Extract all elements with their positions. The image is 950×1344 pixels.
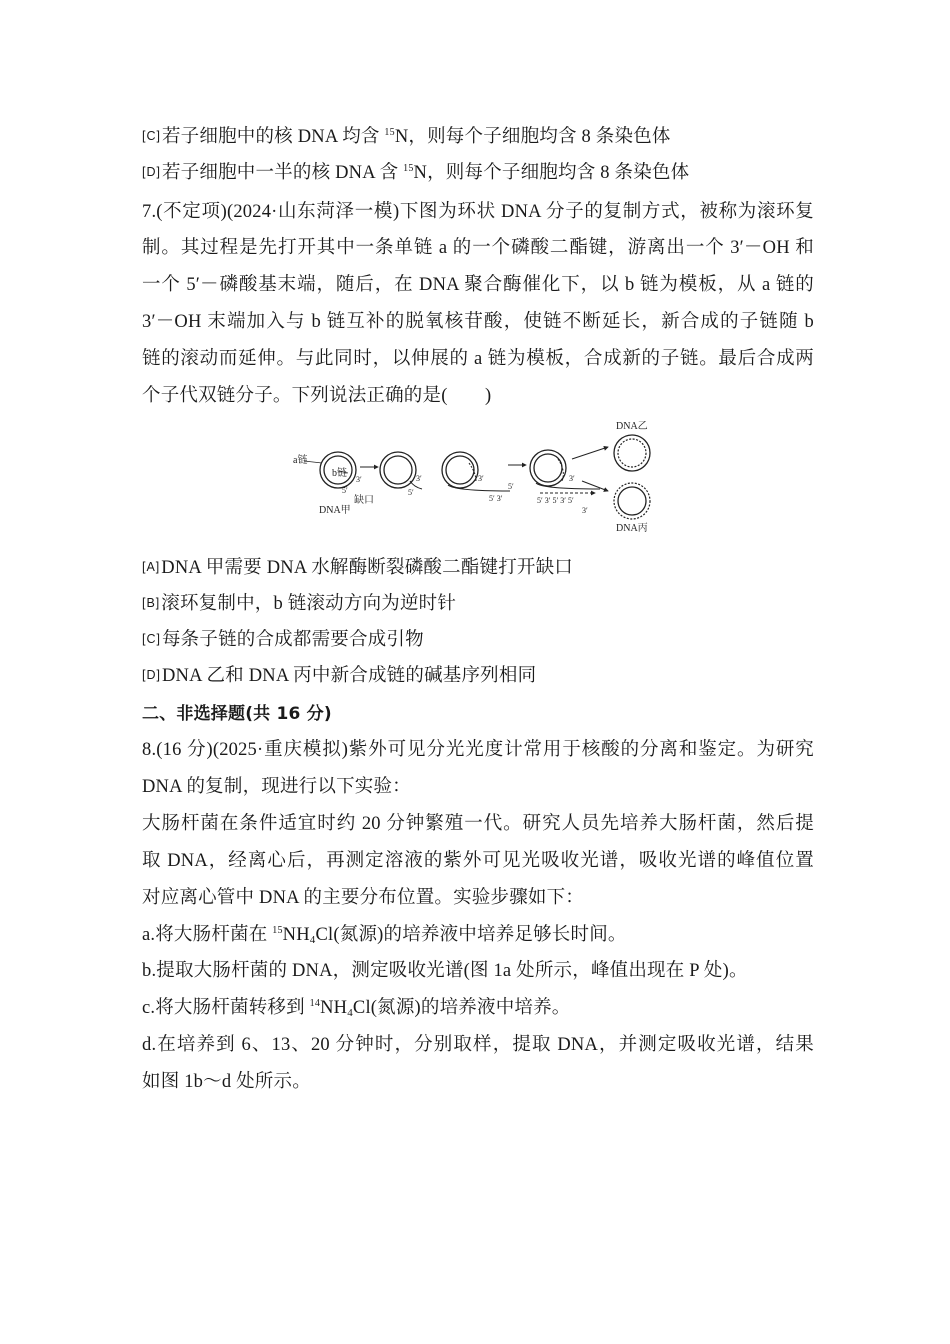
svg-text:5′: 5′ bbox=[508, 482, 514, 491]
dna-bing-circle bbox=[614, 483, 650, 519]
q6-option-d: [D]若子细胞中一半的核 DNA 含 $^{15}$N，则每个子细胞均含 8 条染色体 bbox=[142, 163, 690, 183]
arrow-to-dna-bing bbox=[582, 481, 608, 491]
q7-stem-line-3: 一个 5′－磷酸基末端，随后，在 DNA 聚合酶催化下，以 b 链为模板，从 a 链的 bbox=[142, 275, 814, 295]
q7-stem-line-5: 链的滚动而延伸。与此同时，以伸展的 a 链为模板，合成新的子链。最后合成两 bbox=[142, 349, 814, 369]
q8-para-line-1: 大肠杆菌在条件适宜时约 20 分钟繁殖一代。研究人员先培养大肠杆菌，然后提 bbox=[142, 814, 814, 834]
option-tag: [D] bbox=[142, 165, 161, 179]
dna-bing-label: DNA丙 bbox=[616, 523, 648, 534]
a-chain-label: a链 bbox=[293, 455, 308, 466]
svg-text:3′: 3′ bbox=[569, 474, 575, 483]
option-tag: [C] bbox=[142, 129, 161, 143]
svg-text:5′ 3′: 5′ 3′ bbox=[489, 494, 503, 503]
section-2-heading: 二、非选择题(共 16 分) bbox=[142, 704, 332, 724]
q8-step-c: c.将大肠杆菌转移到 $^{14}NH_4Cl$(氮源)的培养液中培养。 bbox=[142, 998, 571, 1019]
stage-4-circle bbox=[530, 450, 600, 493]
q8-step-a: a.将大肠杆菌在 $^{15}NH_4Cl$(氮源)的培养液中培养足够长时间。 bbox=[142, 925, 627, 946]
q7-stem-line-2: 制。其过程是先打开其中一条单链 a 的一个磷酸二酯键，游离出一个 3′－OH 和 bbox=[142, 238, 814, 258]
q8-step-b: b.提取大肠杆菌的 DNA，测定吸收光谱(图 1a 处所示，峰值出现在 P 处)。 bbox=[142, 961, 748, 981]
q7-stem-line-1: 7.(不定项)(2024·山东菏泽一模)下图为环状 DNA 分子的复制方式，被称为滚环复 bbox=[142, 202, 814, 222]
svg-text:3′: 3′ bbox=[356, 475, 362, 484]
q8-intro-line-2: DNA 的复制，现进行以下实验： bbox=[142, 777, 411, 797]
dna-yi-circle bbox=[614, 435, 650, 471]
dna-jia-label: DNA甲 bbox=[319, 505, 351, 516]
option-tag: [A] bbox=[142, 560, 161, 574]
dna-jia-circle bbox=[304, 452, 356, 488]
stage-3-circle bbox=[442, 452, 510, 491]
svg-text:3′: 3′ bbox=[478, 474, 484, 483]
q8-para-line-2: 取 DNA，经离心后，再测定溶液的紫外可见光吸收光谱，吸收光谱的峰值位置 bbox=[142, 851, 814, 871]
q7-option-b: [B]滚环复制中，b 链滚动方向为逆时针 bbox=[142, 594, 457, 614]
q7-stem-line-6: 个子代双链分子。下列说法正确的是( ) bbox=[142, 386, 492, 406]
q8-step-d-line-1: d.在培养到 6、13、20 分钟时，分别取样，提取 DNA，并测定吸收光谱，结果 bbox=[142, 1035, 814, 1055]
q8-intro-line-1: 8.(16 分)(2025·重庆模拟)紫外可见分光光度计常用于核酸的分离和鉴定。为研究 bbox=[142, 740, 814, 760]
svg-text:3′: 3′ bbox=[416, 474, 422, 483]
stage-2-circle bbox=[380, 452, 422, 489]
q7-stem-line-4: 3′－OH 末端加入与 b 链互补的脱氧核苷酸，使链不断延长，新合成的子链随 b bbox=[142, 312, 814, 332]
svg-text:5′: 5′ bbox=[408, 488, 414, 497]
svg-text:3′: 3′ bbox=[582, 506, 588, 515]
b-chain-label: b链 bbox=[332, 468, 347, 479]
q7-option-a: [A]DNA 甲需要 DNA 水解酶断裂磷酸二酯键打开缺口 bbox=[142, 558, 573, 578]
q6-option-c: [C]若子细胞中的核 DNA 均含 $^{15}$N，则每个子细胞均含 8 条染色体 bbox=[142, 127, 671, 147]
gap-label: 缺口 bbox=[354, 495, 374, 506]
option-tag: [C] bbox=[142, 632, 161, 646]
dna-yi-label: DNA乙 bbox=[616, 421, 648, 432]
option-tag: [B] bbox=[142, 596, 161, 610]
diagram-svg bbox=[290, 415, 670, 540]
svg-text:5′: 5′ bbox=[342, 486, 348, 495]
q8-step-d-line-2: 如图 1b～d 处所示。 bbox=[142, 1072, 311, 1092]
q7-option-d: [D]DNA 乙和 DNA 丙中新合成链的碱基序列相同 bbox=[142, 666, 537, 686]
rolling-circle-diagram bbox=[290, 415, 670, 540]
arrow-to-dna-yi bbox=[572, 447, 608, 459]
q8-para-line-3: 对应离心管中 DNA 的主要分布位置。实验步骤如下： bbox=[142, 888, 585, 908]
q7-option-c: [C]每条子链的合成都需要合成引物 bbox=[142, 630, 424, 650]
option-tag: [D] bbox=[142, 668, 161, 682]
svg-text:5′ 3′ 5′ 3′ 5′: 5′ 3′ 5′ 3′ 5′ bbox=[537, 496, 574, 505]
